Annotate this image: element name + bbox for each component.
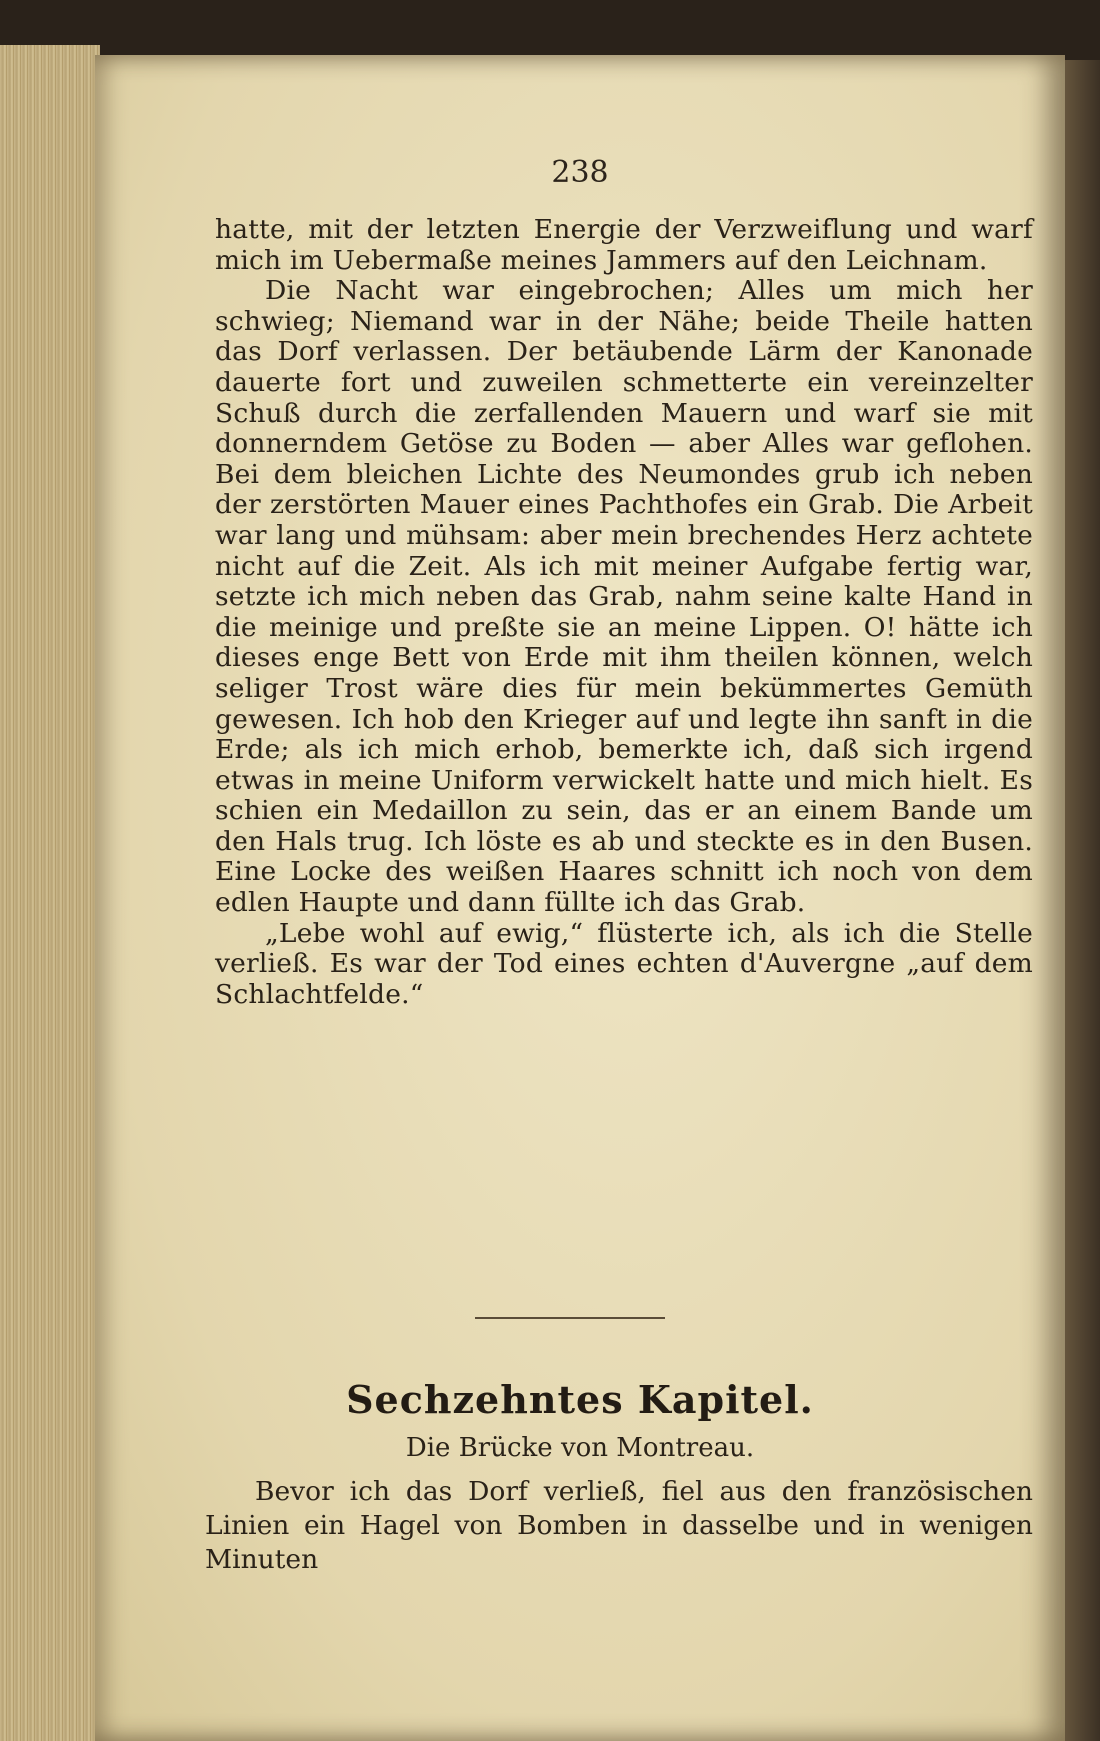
section-divider <box>475 1317 665 1319</box>
page-number: 238 <box>551 155 609 190</box>
page-edges <box>0 45 100 1741</box>
chapter-text <box>205 1475 1033 1577</box>
body-text <box>215 215 1033 1010</box>
paragraph-3: „Lebe wohl auf ewig,“ flüsterte ich, als ich die Stelle verließ. Es war der Tod eines echten d'Auvergne „auf dem Schlachtfelde.“ <box>215 917 1033 1010</box>
paragraph-2: Die Nacht war eingebrochen; Alles um mich her schwieg; Niemand war in der Nähe; beide Theile hatten das Dorf verlassen. Der betäubende Lärm der Kanonade dauerte fort und zuweilen schmetterte ein vereinzelter Schuß durch die zerfallenden Mauern und warf sie mit donnerndem Getöse zu Boden — aber Alles war geflohen. Bei dem bleichen Lichte des Neumondes grub ich neben der zerstörten Mauer eines Pachthofes ein Grab. Die Arbeit war lang und mühsam: aber mein brechendes Herz achtete nicht auf die Zeit. Als ich mit meiner Aufgabe fertig war, setzte ich mich neben das Grab, nahm seine kalte Hand in die meinige und preßte sie an meine Lippen. O! hätte ich dieses enge Bett von Erde mit ihm theilen können, welch seliger Trost wäre dies für mein bekümmertes Gemüth gewesen. Ich hob den Krieger auf und legte ihn sanft in die Erde; als ich mich erhob, bemerkte ich, daß sich irgend etwas in meine Uniform verwickelt hatte und mich hielt. Es schien ein Medaillon zu sein, das er an einem Bande um den Hals trug. Ich löste es ab und steckte es in den Busen. Eine Locke des weißen Haares schnitt ich noch von dem edlen Haupte und dann füllte ich das Grab. <box>215 275 1033 919</box>
paragraph-1: hatte, mit der letzten Energie der Verzweiflung und warf mich im Uebermaße meines Jammers auf den Leichnam. <box>215 214 1033 276</box>
chapter-title: Sechzehntes Kapitel. <box>346 1377 814 1422</box>
binding-edge <box>1060 60 1100 1741</box>
chapter-subtitle: Die Brücke von Montreau. <box>405 1433 755 1463</box>
book-page <box>95 55 1065 1741</box>
chapter-paragraph-1: Bevor ich das Dorf verließ, fiel aus den französischen Linien ein Hagel von Bomben in dasselbe und in wenigen Minuten <box>205 1476 1033 1575</box>
